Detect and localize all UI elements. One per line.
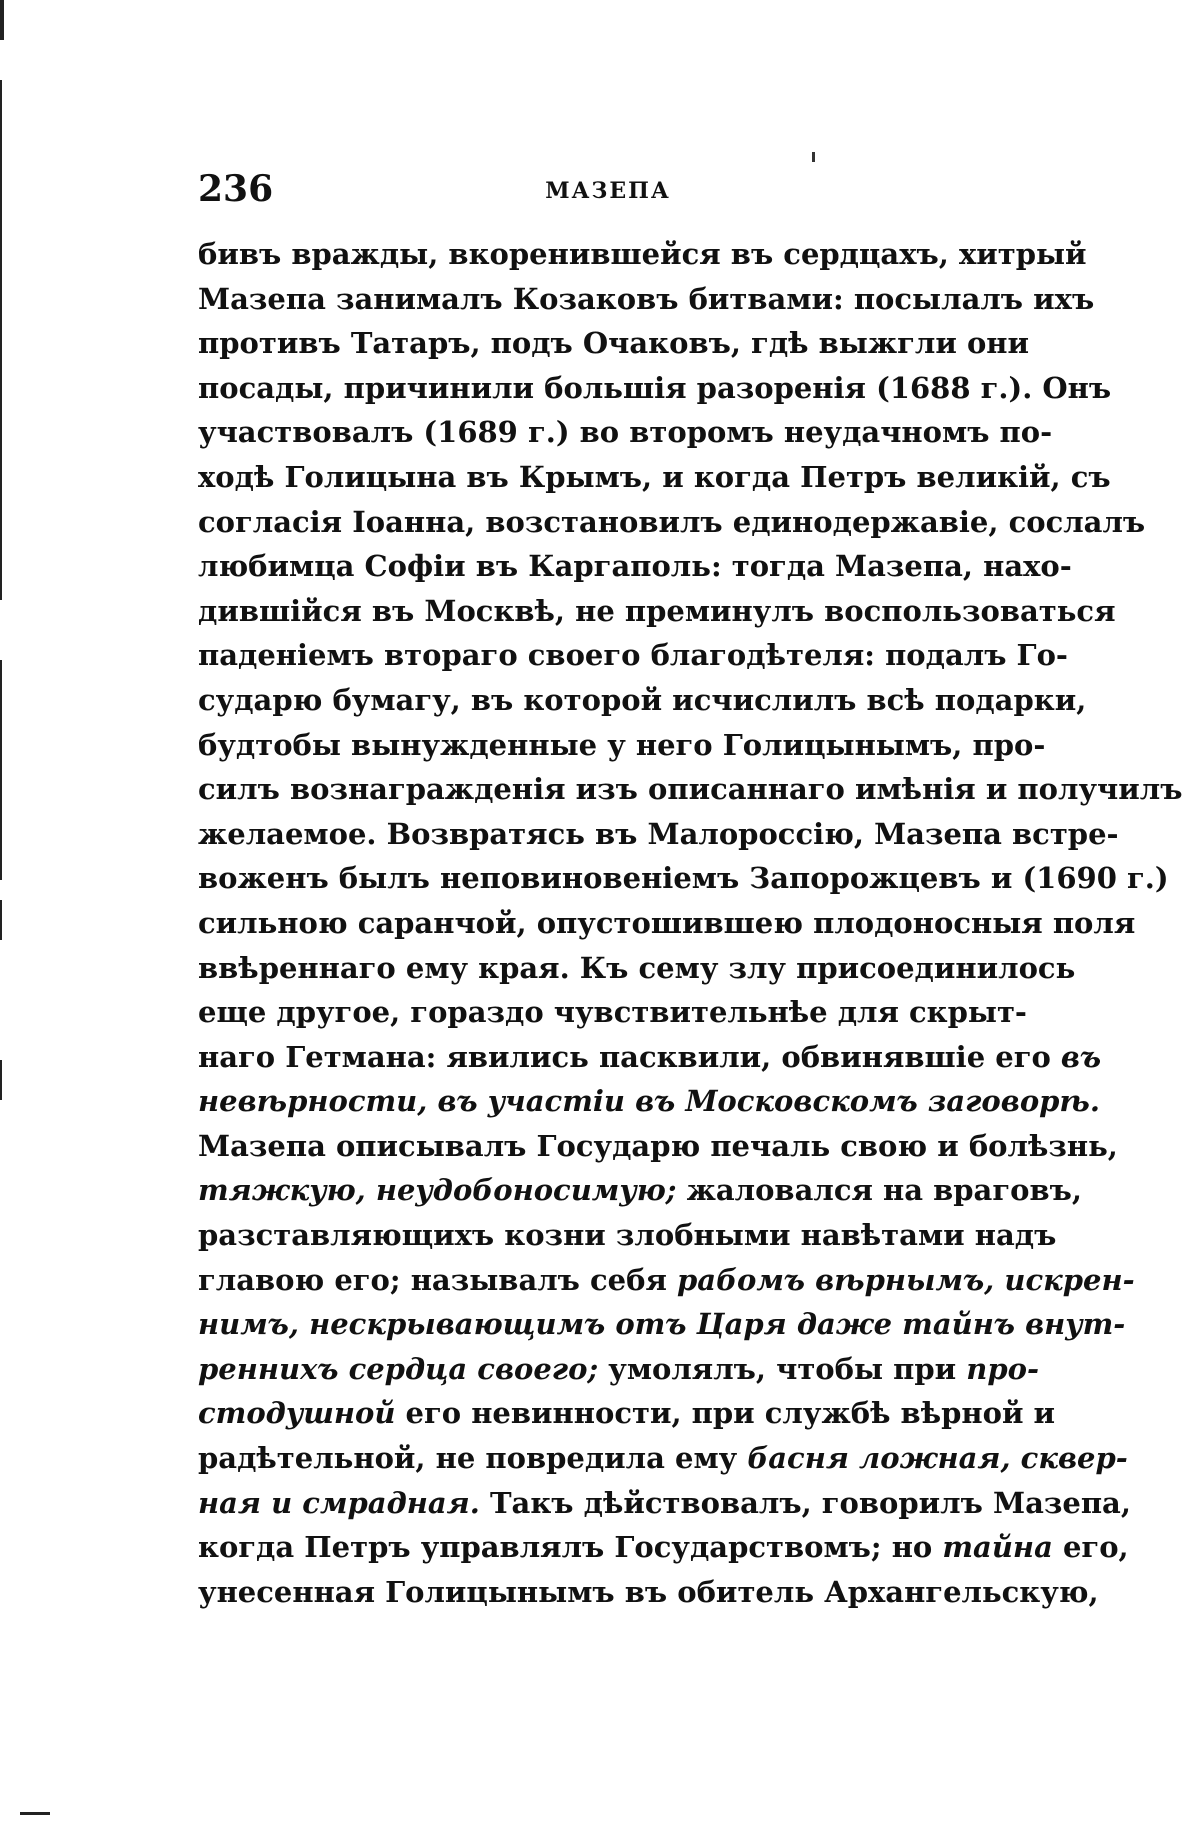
italic-text: реннихъ сердца своего; bbox=[198, 1351, 599, 1386]
text-run: разставляющихъ козни злобными навѣтами надъ bbox=[198, 1218, 1057, 1253]
text-run: желаемое. Возвратясь въ Малороссію, Мазепа встре- bbox=[198, 816, 1119, 851]
text-run: наго Гетмана: явились пасквили, обвинявшіе его bbox=[198, 1039, 1061, 1074]
text-run: силъ вознагражденія изъ описаннаго имѣнія и получилъ bbox=[198, 772, 1182, 807]
text-run: сударю бумагу, въ которой исчислилъ всѣ подарки, bbox=[198, 682, 1087, 717]
text-line bbox=[198, 589, 1116, 634]
text-run: участвовалъ (1689 г.) во второмъ неудачномъ по- bbox=[198, 415, 1053, 450]
text-run: радѣтельной, не повредила ему bbox=[198, 1441, 748, 1476]
text-line bbox=[198, 500, 1146, 545]
text-run: воженъ былъ неповиновеніемъ Запорожцевъ и (1690 г.) bbox=[198, 861, 1169, 896]
text-line bbox=[198, 1079, 1100, 1124]
text-line bbox=[198, 544, 1072, 589]
text-line bbox=[198, 1481, 1131, 1526]
page-header bbox=[198, 168, 1018, 218]
text-run: Мазепа занималъ Козаковъ битвами: посылалъ ихъ bbox=[198, 281, 1095, 316]
italic-text: нимъ, нескрывающимъ отъ Царя даже тайнъ внут- bbox=[198, 1307, 1126, 1342]
italic-text: стодушной bbox=[198, 1396, 396, 1431]
running-head: МАЗЕПА bbox=[545, 178, 671, 204]
text-run: ходѣ Голицына въ Крымъ, и когда Петръ великій, съ bbox=[198, 459, 1111, 494]
page-number: 236 bbox=[198, 168, 274, 210]
text-line bbox=[198, 1035, 1102, 1080]
text-run: его невинности, при службѣ вѣрной и bbox=[395, 1396, 1056, 1431]
text-run: унесенная Голицынымъ въ обитель Архангельскую, bbox=[198, 1574, 1099, 1609]
text-line bbox=[198, 990, 1027, 1035]
text-run: когда Петръ управлялъ Государствомъ; но bbox=[198, 1530, 943, 1565]
text-line bbox=[198, 1168, 1082, 1213]
scan-edge-mark bbox=[0, 660, 2, 880]
italic-text: тайна bbox=[942, 1530, 1053, 1565]
text-run: сильною саранчой, опустошившею плодоносныя поля bbox=[198, 905, 1136, 940]
text-line bbox=[198, 1436, 1128, 1481]
text-line bbox=[198, 812, 1119, 857]
text-run: будтобы вынужденные у него Голицынымъ, про- bbox=[198, 727, 1046, 762]
text-line bbox=[198, 1525, 1129, 1570]
italic-text: ная и смрадная. bbox=[198, 1485, 480, 1520]
text-run: Мазепа описывалъ Государю печаль свою и болѣзнь, bbox=[198, 1128, 1118, 1163]
text-line bbox=[198, 1124, 1118, 1169]
italic-text: басня ложная, сквер- bbox=[747, 1441, 1128, 1476]
text-line bbox=[198, 277, 1095, 322]
text-run: главою его; называлъ себя bbox=[198, 1262, 677, 1297]
text-line bbox=[198, 1347, 1040, 1392]
text-line bbox=[198, 366, 1112, 411]
text-line bbox=[198, 767, 1182, 812]
scan-edge-mark bbox=[0, 0, 4, 40]
text-run: еще другое, гораздо чувствительнѣе для скрыт- bbox=[198, 995, 1027, 1030]
body-text bbox=[198, 232, 1182, 1614]
text-run: паденіемъ втораго своего благодѣтеля: подалъ Го- bbox=[198, 638, 1068, 673]
text-run: его, bbox=[1052, 1530, 1129, 1565]
text-line bbox=[198, 723, 1046, 768]
text-line bbox=[198, 321, 1030, 366]
text-line bbox=[198, 678, 1087, 723]
text-line bbox=[198, 946, 1076, 991]
text-run: любимца Софіи въ Каргаполь: тогда Мазепа, нахо- bbox=[198, 549, 1072, 584]
text-line bbox=[198, 1570, 1099, 1615]
text-run: противъ Татаръ, подъ Очаковъ, гдѣ выжгли они bbox=[198, 326, 1030, 361]
text-run: дившійся въ Москвѣ, не преминулъ воспользоваться bbox=[198, 593, 1116, 628]
text-line bbox=[198, 1213, 1057, 1258]
text-run: Такъ дѣйствовалъ, говорилъ Мазепа, bbox=[479, 1485, 1131, 1520]
text-line bbox=[198, 901, 1136, 946]
text-line bbox=[198, 455, 1111, 500]
text-run: посады, причинили большія разоренія (1688 г.). Онъ bbox=[198, 370, 1112, 405]
text-line bbox=[198, 232, 1087, 277]
scan-bottom-mark bbox=[20, 1812, 50, 1815]
text-run: умолялъ, чтобы при bbox=[598, 1351, 967, 1386]
text-line bbox=[198, 410, 1053, 455]
scan-edge-mark bbox=[0, 1060, 2, 1100]
text-line bbox=[198, 1258, 1135, 1303]
italic-text: про- bbox=[966, 1351, 1040, 1386]
text-line bbox=[198, 856, 1169, 901]
text-run: бивъ вражды, вкоренившейся въ сердцахъ, хитрый bbox=[198, 237, 1087, 271]
ink-speck bbox=[812, 152, 815, 162]
italic-text: тяжкую, неудобоносимую; bbox=[198, 1173, 677, 1208]
italic-text: въ bbox=[1060, 1039, 1102, 1074]
scan-edge-mark bbox=[0, 80, 2, 600]
text-line bbox=[198, 1391, 1056, 1436]
text-run: согласія Іоанна, возстановилъ единодержавіе, сослалъ bbox=[198, 504, 1146, 539]
italic-text: невѣрности, въ участіи въ Московскомъ заговорѣ. bbox=[198, 1084, 1100, 1119]
text-run: ввѣреннаго ему края. Къ сему злу присоединилось bbox=[198, 950, 1076, 985]
italic-text: рабомъ вѣрнымъ, искрен- bbox=[677, 1262, 1135, 1297]
scan-edge-mark bbox=[0, 900, 2, 940]
text-line bbox=[198, 1302, 1126, 1347]
text-run: жаловался на враговъ, bbox=[676, 1173, 1082, 1208]
text-line bbox=[198, 633, 1068, 678]
